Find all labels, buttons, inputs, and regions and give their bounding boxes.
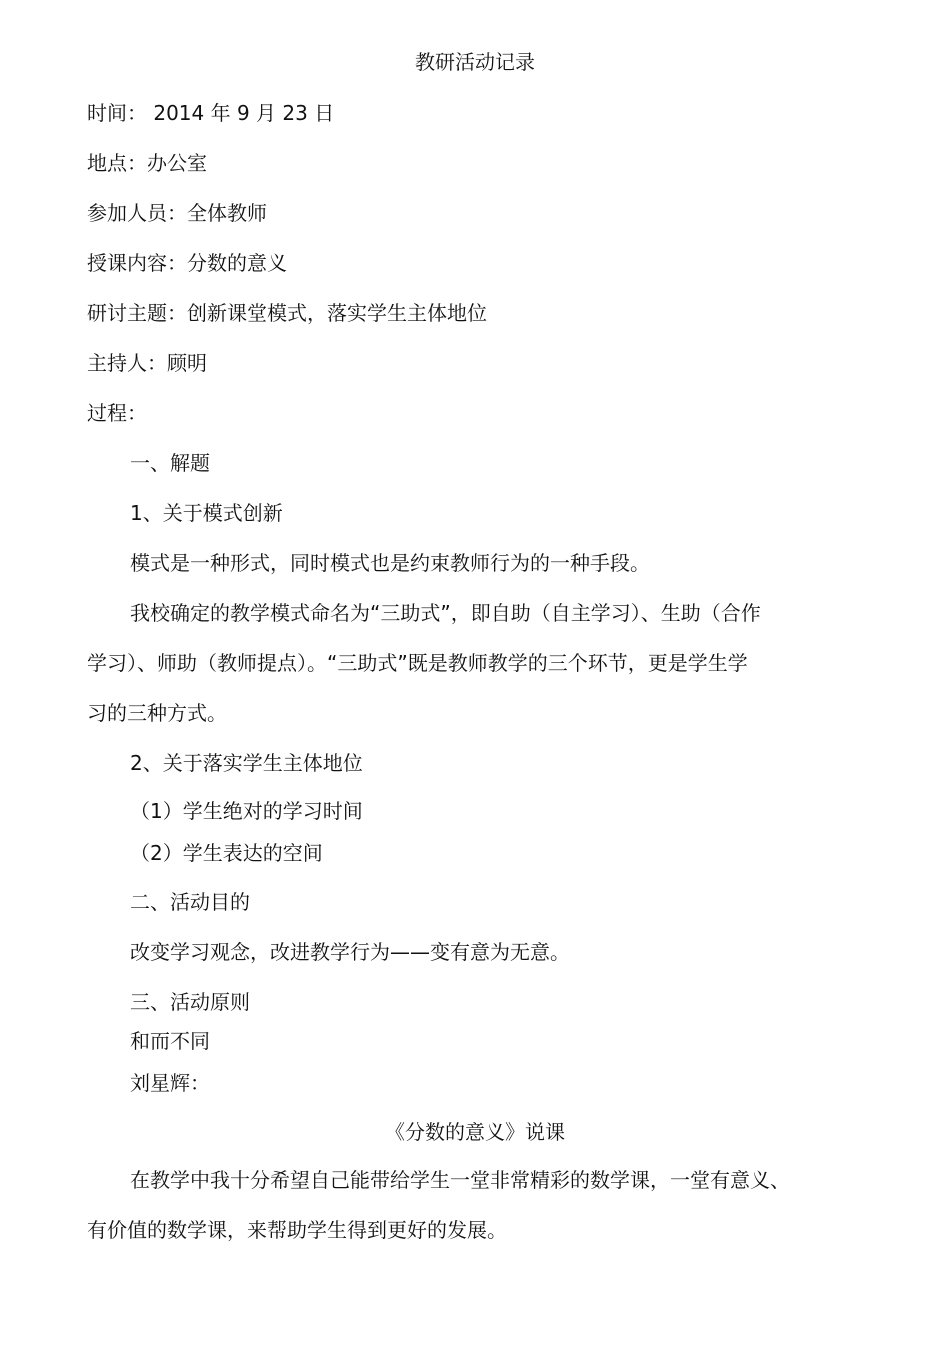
meta-time: 时间： 2014 年 9 月 23 日: [87, 101, 335, 125]
paragraph-line: 模式是一种形式，同时模式也是约束教师行为的一种手段。: [130, 551, 650, 575]
list-item: （1）学生绝对的学习时间: [130, 799, 363, 823]
paragraph-line: 习的三种方式。: [87, 701, 227, 725]
document-subtitle: 《分数的意义》说课: [385, 1120, 565, 1144]
list-item: （2）学生表达的空间: [130, 841, 323, 865]
meta-host: 主持人：顾明: [87, 351, 207, 375]
subsection-heading: 2、关于落实学生主体地位: [130, 751, 363, 775]
paragraph-line: 改变学习观念，改进教学行为——变有意为无意。: [130, 940, 570, 964]
meta-location: 地点：办公室: [87, 151, 207, 175]
section-heading: 一、解题: [130, 451, 210, 475]
paragraph-line: 和而不同: [130, 1029, 210, 1053]
document-title: 教研活动记录: [415, 50, 535, 74]
section-heading: 三、活动原则: [130, 990, 250, 1014]
meta-participants: 参加人员：全体教师: [87, 201, 267, 225]
section-heading: 二、活动目的: [130, 890, 250, 914]
paragraph-line: 在教学中我十分希望自己能带给学生一堂非常精彩的数学课，一堂有意义、: [130, 1168, 790, 1192]
paragraph-line: 学习）、师助（教师提点）。“三助式”既是教师教学的三个环节，更是学生学: [87, 651, 748, 675]
paragraph-line: 我校确定的教学模式命名为“三助式”，即自助（自主学习）、生助（合作: [130, 601, 761, 625]
meta-topic: 研讨主题：创新课堂模式，落实学生主体地位: [87, 301, 487, 325]
subsection-heading: 1、关于模式创新: [130, 501, 283, 525]
paragraph-line: 有价值的数学课，来帮助学生得到更好的发展。: [87, 1218, 507, 1242]
meta-lesson: 授课内容：分数的意义: [87, 251, 287, 275]
speaker-label: 刘星辉：: [130, 1071, 210, 1095]
process-heading: 过程：: [87, 401, 147, 425]
